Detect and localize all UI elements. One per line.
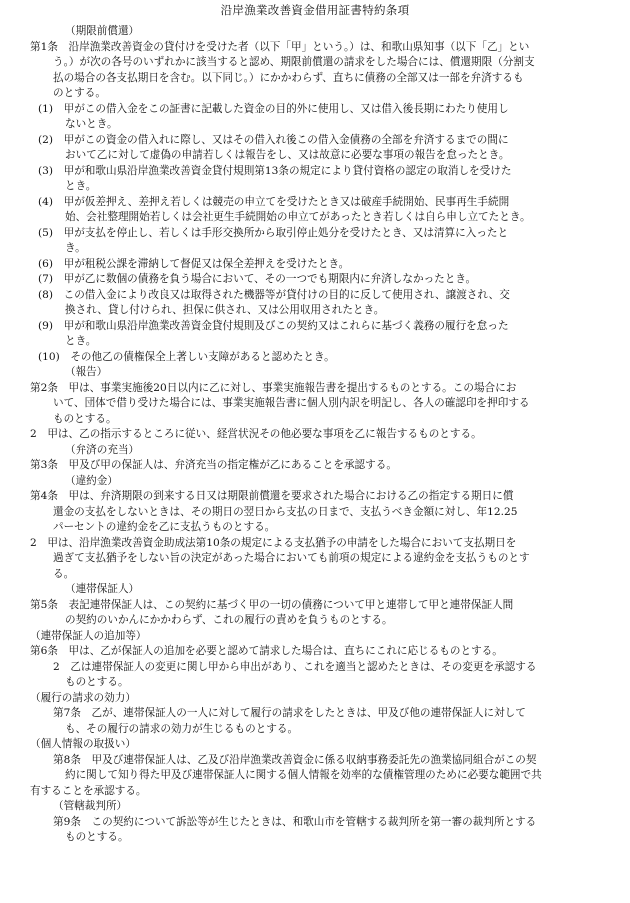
document-line: 第8条 甲及び連帯保証人は、乙及び沿岸漁業改善資金に係る収納事務委託先の漁業協同組合がこの契 [53,753,537,766]
document-line: (6) 甲が租税公課を滞納して督促又は保全差押えを受けたとき。 [38,257,350,270]
document-line: 2 甲は、沿岸漁業改善資金助成法第10条の規定による支払猶予の申請をした場合において支払期日を [30,536,517,549]
document-line: 還金の支払をしないときは、その期日の翌日から支払の日まで、支払うべき金額に対し、年12.25 [53,505,518,518]
document-line: （違約金） [65,474,118,487]
document-line: 2 甲は、乙の指示するところに従い、経営状況その他必要な事項を乙に報告するものとする。 [30,428,482,440]
document-line: いて、団体で借り受けた場合には、事業実施報告書に個人別内訳を明記し、各人の確認印を押印する [53,397,530,409]
document-line: 第1条 沿岸漁業改善資金の貸付けを受けた者（以下「甲」という。）は、和歌山県知事（以下「乙」とい [30,40,530,53]
document-line: とき。 [65,335,97,347]
document-line: (5) 甲が支払を停止し、若しくは手形交換所から取引停止処分を受けたとき、又は清算に入ったと [38,226,509,239]
document-line: 第6条 甲は、乙が保証人の追加を必要と認めて請求した場合は、直ちにこれに応じるものとする。 [30,645,503,657]
document-line: う。）が次の各号のいずれかに該当すると認め、期限前償還の請求をした場合には、償還期限（分割支 [53,56,535,68]
document-line: (3) 甲が和歌山県沿岸漁業改善資金貸付規則第13条の規定により貸付資格の認定の取消しを受けた [38,164,512,177]
document-line: (4) 甲が仮差押え、差押え若しくは競売の申立てを受けたとき又は破産手続開始、民事再生手続開 [38,195,510,208]
document-line: ものとする。 [65,831,129,843]
document-title: 沿岸漁業改善資金借用証書特約条項 [220,3,410,17]
document-line: (8) この借入金により改良又は取得された機器等が貸付けの目的に反して使用され、譲渡され、交 [38,288,510,301]
document-line: る。 [53,567,75,580]
document-line: 有することを承認する。 [30,784,147,797]
document-line: ものとする。 [65,676,129,688]
document-line: （履行の請求の効力） [30,691,136,704]
document-line: (7) 甲が乙に数個の債務を負う場合において、その一つでも期限内に弁済しなかったとき。 [38,273,477,285]
document-line: パーセントの違約金を乙に支払うものとする。 [53,521,276,533]
document-line: 換され、貸し付けられ、担保に供され、又は公用収用されたとき。 [65,304,385,316]
document-line: おいて乙に対して虚偽の申請若しくは報告をし、又は故意に必要な事項の報告を怠ったとき。 [65,149,510,161]
document-line: も、その履行の請求の効力が生じるものとする。 [65,722,299,735]
document-line: 第2条 甲は、事業実施後20日以内に乙に対し、事業実施報告書を提出するものとする。この場合にお [30,381,517,394]
document-line: (1) 甲がこの借入金をこの証書に記載した資金の目的外に使用し、又は借入後長期にわたり使用し [38,102,509,115]
document-line: とき。 [65,180,97,192]
document-line: （連帯保証人の追加等） [30,629,147,642]
document-line: のとする。 [53,87,106,99]
document-line: (10) その他乙の債権保全上著しい支障があると認めたとき。 [38,350,335,363]
document-line: （連帯保証人） [65,583,140,595]
document-line: （管轄裁判所） [53,800,128,812]
document-line: （個人情報の取扱い） [30,738,136,750]
document-line: 2 乙は連帯保証人の変更に関し甲から申出があり、これを適当と認めたときは、その変更を承認する [53,660,537,673]
document-line: 約に関して知り得た甲及び連帯保証人に関する個人情報を効率的な債権管理のために必要な範囲で共 [65,769,542,781]
document-line: 始、会社整理開始若しくは会社更生手続開始の申立てがあったとき若しくは自ら申し立てたとき。 [65,211,531,223]
document-line: （弁済の充当） [65,443,140,456]
document-line: 過ぎて支払猶予をしない旨の決定があった場合においても前項の規定による違約金を支払うものとす [53,552,530,564]
document-line: ないとき。 [65,118,118,130]
document-line: 第9条 この契約について訴訟等が生じたときは、和歌山市を管轄する裁判所を第一審の裁判所とする [53,815,537,828]
document-line: (2) 甲がこの資金の借入れに際し、又はその借入れ後この借入金債務の全部を弁済するまでの間に [38,133,509,146]
document-line: の契約のいかんにかかわらず、これの履行の責めを負うものとする。 [65,614,393,626]
document-line: 第5条 表記連帯保証人は、この契約に基づく甲の一切の債務について甲と連帯して甲と連帯保証人間 [30,598,514,611]
document-line: 第3条 甲及び甲の保証人は、弁済充当の指定権が乙にあることを承認する。 [30,459,397,471]
document-line: 払の場合の各支払期日を含む。以下同じ。）にかかわらず、直ちに債務の全部又は一部を弁済するも [53,71,524,84]
document-line: ものとする。 [53,412,117,425]
document-line: (9) 甲が和歌山県沿岸漁業改善資金貸付規則及びこの契約又はこれらに基づく義務の履行を怠った [38,319,509,332]
document-line: 第7条 乙が、連帯保証人の一人に対して履行の請求をしたときは、甲及び他の連帯保証人に対して [53,707,526,719]
document-line: き。 [65,242,86,254]
document-line: （期限前償還） [65,25,140,37]
document-line: 第4条 甲は、弁済期限の到来する日又は期限前償還を要求された場合における乙の指定する期日に償 [30,490,514,502]
document-line: （報告） [65,366,108,378]
